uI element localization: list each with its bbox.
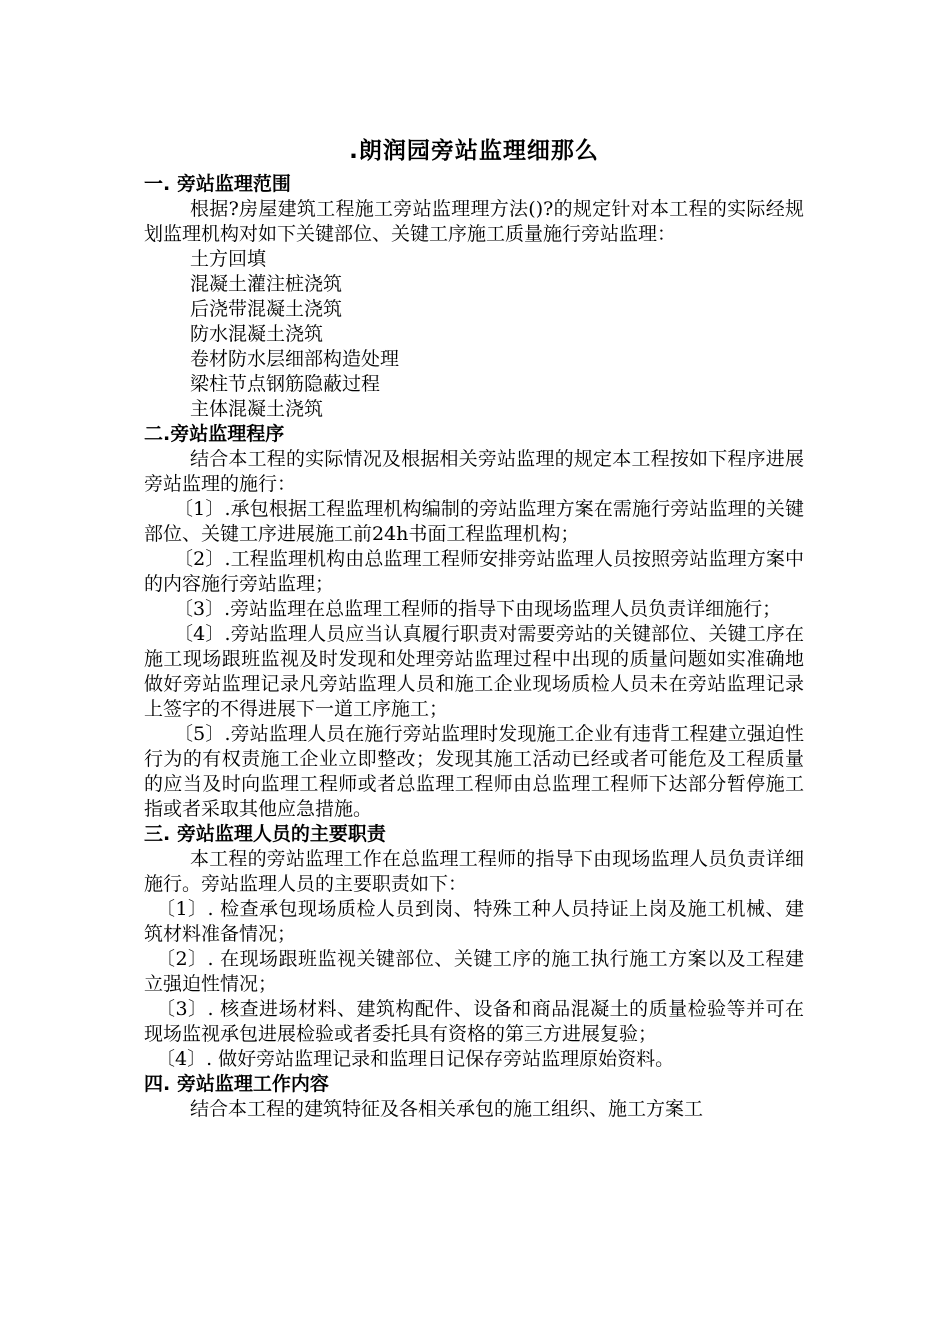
document-title: .朗润园旁站监理细那么 bbox=[349, 138, 599, 164]
section-3-heading: 三. 旁站监理人员的主要职责 bbox=[144, 823, 386, 845]
procedure-item: 〔3〕.旁站监理在总监理工程师的指导下由现场监理人员负责详细施行； bbox=[174, 598, 782, 620]
section-1-list bbox=[144, 247, 804, 422]
section-4-heading: 四. 旁站监理工作内容 bbox=[144, 1073, 329, 1095]
procedure-item: 〔5〕.旁站监理人员在施行旁站监理时发现施工企业有违背工程建立强迫性行为的有权责施工企业立即整改；发现其施工活动已经或者可能危及工程质量的应当及时向监理工程师或者总监理工程师由总监理工程师下达部分暂停施工指或者采取其他应急措施。 bbox=[144, 723, 804, 820]
list-item: 卷材防水层细部构造处理 bbox=[190, 348, 400, 370]
list-item: 防水混凝土浇筑 bbox=[190, 323, 324, 345]
procedure-item: 〔1〕.承包根据工程监理机构编制的旁站监理方案在需施行旁站监理的关键部位、关键工序进展施工前24h书面工程监理机构； bbox=[144, 498, 804, 545]
section-1-intro: 根据?房屋建筑工程施工旁站监理理方法()?的规定针对本工程的实际经规划监理机构对如下关键部位、关键工序施工质量施行旁站监理： bbox=[144, 198, 804, 245]
section-1-heading: 一. 旁站监理范围 bbox=[144, 173, 291, 195]
list-item: 主体混凝土浇筑 bbox=[190, 398, 324, 420]
section-3-intro: 本工程的旁站监理工作在总监理工程师的指导下由现场监理人员负责详细施行。旁站监理人员的主要职责如下： bbox=[144, 848, 804, 895]
duty-item: 〔3〕. 核查进场材料、建筑构配件、设备和商品混凝土的质量检验等并可在现场监视承包进展检验或者委托具有资格的第三方进展复验； bbox=[144, 998, 804, 1045]
list-item: 土方回填 bbox=[190, 248, 267, 270]
duty-item: 〔1〕. 检查承包现场质检人员到岗、特殊工种人员持证上岗及施工机械、建筑材料准备情况； bbox=[144, 898, 804, 945]
procedure-item: 〔4〕.旁站监理人员应当认真履行职责对需要旁站的关键部位、关键工序在施工现场跟班监视及时发现和处理旁站监理过程中出现的质量问题如实准确地做好旁站监理记录凡旁站监理人员和施工企业现场质检人员未在旁站监理记录上签字的不得进展下一道工序施工； bbox=[144, 623, 804, 720]
duty-item: 〔4〕. 做好旁站监理记录和监理日记保存旁站监理原始资料。 bbox=[156, 1048, 675, 1070]
duty-item: 〔2〕. 在现场跟班监视关键部位、关键工序的施工执行施工方案以及工程建立强迫性情况； bbox=[144, 948, 804, 995]
list-item: 梁柱节点钢筋隐蔽过程 bbox=[190, 373, 381, 395]
section-2-heading: 二.旁站监理程序 bbox=[144, 423, 285, 445]
list-item: 混凝土灌注桩浇筑 bbox=[190, 273, 343, 295]
document-body bbox=[144, 134, 804, 1122]
section-2-intro: 结合本工程的实际情况及根据相关旁站监理的规定本工程按如下程序进展旁站监理的施行： bbox=[144, 448, 804, 495]
list-item: 后浇带混凝土浇筑 bbox=[190, 298, 343, 320]
procedure-item: 〔2〕.工程监理机构由总监理工程师安排旁站监理人员按照旁站监理方案中的内容施行旁站监理； bbox=[144, 548, 804, 595]
section-4-intro: 结合本工程的建筑特征及各相关承包的施工组织、施工方案工 bbox=[190, 1098, 704, 1120]
